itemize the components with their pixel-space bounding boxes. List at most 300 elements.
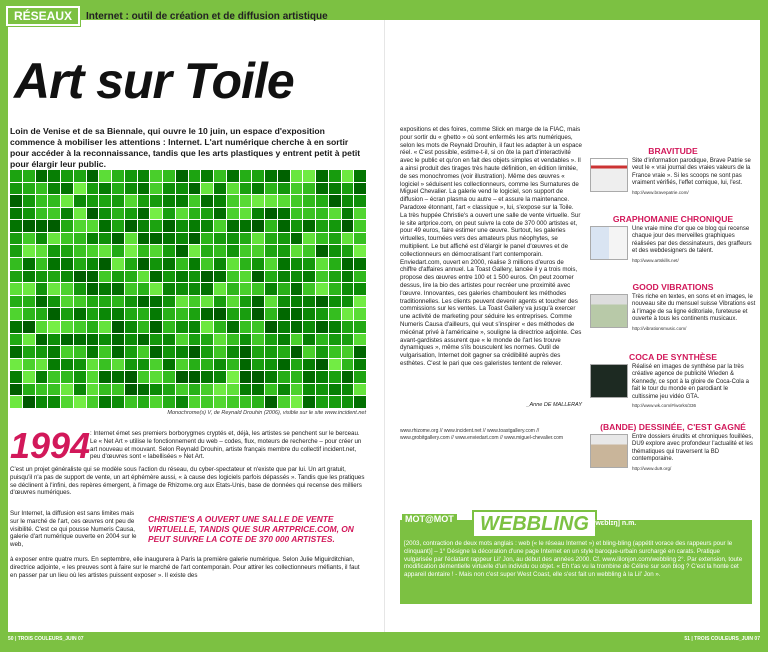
mosaic-tile <box>342 170 354 182</box>
mosaic-tile <box>354 384 366 396</box>
mosaic-tile <box>354 396 366 408</box>
body-paragraph-3: Sur Internet, la diffusion est sans limites mais sur le marché de l'art, ces œuvres ont peu de visibilité. C'est ce qui pousse Numeris Causa, galerie d'art numérique ouverte en 2004 sur le web, <box>10 510 137 549</box>
article-title: Art sur Toile <box>14 53 294 109</box>
mosaic-tile <box>265 245 277 257</box>
mosaic-tile <box>214 208 226 220</box>
mosaic-tile <box>87 396 99 408</box>
mosaic-tile <box>74 208 86 220</box>
mosaic-tile <box>252 195 264 207</box>
mosaic-tile <box>265 359 277 371</box>
mosaic-tile <box>138 220 150 232</box>
mosaic-tile <box>150 321 162 333</box>
mosaic-tile <box>291 195 303 207</box>
mosaic-tile <box>23 233 35 245</box>
mosaic-tile <box>291 296 303 308</box>
mosaic-tile <box>354 321 366 333</box>
mosaic-tile <box>163 296 175 308</box>
mosaic-tile <box>291 334 303 346</box>
mosaic-tile <box>23 271 35 283</box>
mosaic-tile <box>189 258 201 270</box>
mosaic-tile <box>125 396 137 408</box>
sidebar-text: Très riche en textes, en sons et en images, le nouveau site du mensuel suisse Vibrations est à l'image de sa ligne éditoriale, fureteuse et ouverte à tous les continents musicaux. <box>632 294 756 323</box>
image-caption: Monochrome(s) V, de Reynald Drouhin (2006), visible sur le site www.incident.net <box>167 410 366 416</box>
mosaic-tile <box>316 271 328 283</box>
mosaic-tile <box>74 384 86 396</box>
mosaic-tile <box>329 245 341 257</box>
mosaic-tile <box>125 271 137 283</box>
mosaic-tile <box>36 195 48 207</box>
mosaic-tile <box>291 245 303 257</box>
mosaic-tile <box>227 359 239 371</box>
mosaic-tile <box>150 208 162 220</box>
mosaic-tile <box>150 384 162 396</box>
mosaic-tile <box>125 371 137 383</box>
mosaic-tile <box>48 258 60 270</box>
mosaic-tile <box>163 283 175 295</box>
mosaic-tile <box>112 359 124 371</box>
mosaic-tile <box>227 195 239 207</box>
mosaic-tile <box>252 170 264 182</box>
mosaic-tile <box>74 296 86 308</box>
mosaic-tile <box>265 220 277 232</box>
mosaic-tile <box>87 384 99 396</box>
mosaic-tile <box>36 258 48 270</box>
sidebar-text: Site d'information parodique, Brave Patrie se veut le « vrai journal des vraies valeurs de la France vraie ». Si les scoops ne sont pas vraiment vérifiés, l'effet comique, lui, l'est. <box>632 158 751 187</box>
mosaic-tile <box>61 220 73 232</box>
mosaic-tile <box>36 334 48 346</box>
mosaic-tile <box>74 170 86 182</box>
mosaic-tile <box>201 308 213 320</box>
mosaic-tile <box>227 334 239 346</box>
mosaic-tile <box>214 245 226 257</box>
mosaic-tile <box>329 321 341 333</box>
mosaic-tile <box>354 245 366 257</box>
author-signature: _Anne DE MALLERAY <box>526 402 582 408</box>
mosaic-tile <box>176 271 188 283</box>
mosaic-tile <box>99 271 111 283</box>
mosaic-tile <box>240 384 252 396</box>
sidebar-url[interactable]: http://www.du9.org/ <box>632 465 672 471</box>
sidebar-item-graphomanie <box>590 214 756 264</box>
mosaic-tile <box>252 220 264 232</box>
sidebar-title: COCA DE SYNTHÈSE <box>628 352 718 362</box>
mosaic-tile <box>303 245 315 257</box>
mosaic-tile <box>354 271 366 283</box>
mosaic-tile <box>354 183 366 195</box>
mosaic-tile <box>10 208 22 220</box>
mosaic-tile <box>265 258 277 270</box>
mosaic-tile <box>10 233 22 245</box>
mosaic-tile <box>176 296 188 308</box>
mosaic-tile <box>214 195 226 207</box>
mosaic-tile <box>227 346 239 358</box>
mosaic-tile <box>176 334 188 346</box>
mosaic-tile <box>278 245 290 257</box>
body-column-2: expositions et des foires, comme Slick en marge de la FIAC, mais pour sortir du « ghetto » où sont enfermés les arts numériques, selon les mots de Reynald Drouhin, il faut les adapter à un espace réel. « C'est possible, estime-t-il, si on ôte la part d'interactivité avec le public et qu'on en fait des objets simples et vendables ». Il a ainsi produit des tirages très haute définition, en édition limitée, de ses monochromes (voir illustration). Même des œuvres « logiciel » séduisent les collectionneurs, comme les Surnatures de Miguel Chevalier. La galerie vend le logiciel, son support de diffusion – écran plasma ou autre – et assure la maintenance. Paradoxe étonnant, l'art « classique », lui, s'expose sur la Toile. La très huppée Christie's a ouvert une salle de vente virtuelle. Sur le site artprice.com, on peut suivre la cote de 370 000 artistes et, pour 49 euros, faire estimer une œuvre. Surtout, les galeries virtuelles, tournées vers des amateurs plus néophytes, se multiplient. Le but affiché est d'élargir le panel d'œuvres et de collectionneurs en démocratisant l'art contemporain. Enviedart.com, ouvert en 2000, réalise 3 millions d'euros de chiffre d'affaires annuel. La Toast Gallery, lancée il y a trois mois, propose des œuvres entre 100 et 1 500 euros. On peut zoomer dessus, lire la bio des artistes pour recréer une proximité avec l'œuvre. Innovantes, ces galeries chamboulent les méthodes traditionnelles. Les clients peuvent devenir agents et toucher des commissions sur les ventes. La Toast Gallery va jusqu'à exercer une activité de marketing pour séduire les entreprises. Comme Numeris Causa d'ailleurs, qui veut s'inspirer « des méthodes de mécénat privé à l'américaine », souligne la directrice adjointe. Ces avant-gardistes assurent que « le monde de l'art les trouve dynamiques », même s'ils bousculent les normes. Outil de vulgarisation, Internet doit gagner sa crédibilité auprès des esthètes. C'est le pari que ces galeristes tentent de relever. <box>400 126 582 367</box>
mosaic-tile <box>99 334 111 346</box>
mosaic-tile <box>61 371 73 383</box>
mosaic-tile <box>61 233 73 245</box>
mosaic-tile <box>329 183 341 195</box>
mosaic-tile <box>278 183 290 195</box>
sidebar-url[interactable]: http://vibrationsmusic.com/ <box>632 325 687 331</box>
mosaic-tile <box>87 346 99 358</box>
mosaic-tile <box>316 245 328 257</box>
mosaic-tile <box>150 396 162 408</box>
sidebar-text: Réalisé en images de synthèse par la très créative agence de publicité Wieden & Kennedy, ce spot à la gloire de Coca-Cola a fait le tour du monde en parodiant le cultissime jeu vidéo GTA. <box>632 364 749 400</box>
mosaic-tile <box>214 371 226 383</box>
mosaic-tile <box>240 396 252 408</box>
mosaic-tile <box>10 371 22 383</box>
mosaic-tile <box>61 359 73 371</box>
mosaic-tile <box>329 233 341 245</box>
mosaic-tile <box>189 283 201 295</box>
mosaic-tile <box>150 183 162 195</box>
mosaic-tile <box>138 334 150 346</box>
mosaic-tile <box>10 334 22 346</box>
mosaic-tile <box>163 220 175 232</box>
mosaic-tile <box>214 334 226 346</box>
mosaic-tile <box>99 208 111 220</box>
mosaic-tile <box>303 208 315 220</box>
mosaic-tile <box>303 183 315 195</box>
mosaic-tile <box>150 245 162 257</box>
mosaic-tile <box>291 283 303 295</box>
mosaic-tile <box>291 170 303 182</box>
mosaic-tile <box>10 283 22 295</box>
mosaic-tile <box>150 170 162 182</box>
mosaic-tile <box>74 258 86 270</box>
mosaic-tile <box>342 321 354 333</box>
mosaic-tile <box>87 170 99 182</box>
mosaic-tile <box>10 271 22 283</box>
sidebar-item-coca <box>590 352 756 409</box>
mosaic-tile <box>265 233 277 245</box>
mosaic-tile <box>138 258 150 270</box>
mosaic-tile <box>214 384 226 396</box>
body-paragraph-1: : Internet émet ses premiers borborygmes cryptés et, déjà, les artistes se penchent sur le berceau. Le « Net Art » utilise le fonctionnement du web – codes, flux, moteurs de recherche – pour créer un art nouveau et mouvant. Selon Reynald Drouhin, artiste français membre du collectif incident.net, peu d'œuvres sont « labellisées » Net Art. <box>90 430 362 461</box>
mosaic-tile <box>74 220 86 232</box>
mosaic-tile <box>252 334 264 346</box>
mosaic-tile <box>265 195 277 207</box>
mosaic-tile <box>240 321 252 333</box>
mosaic-tile <box>214 233 226 245</box>
mosaic-tile <box>189 208 201 220</box>
mosaic-tile <box>138 271 150 283</box>
sidebar-item-bravitude <box>590 146 756 196</box>
mosaic-tile <box>10 396 22 408</box>
mosaic-tile <box>329 384 341 396</box>
mosaic-tile <box>112 371 124 383</box>
mosaic-tile <box>201 396 213 408</box>
mosaic-tile <box>61 183 73 195</box>
mosaic-tile <box>240 220 252 232</box>
mosaic-tile <box>150 371 162 383</box>
defined-word: WEBBLING <box>472 510 597 538</box>
mosaic-tile <box>150 258 162 270</box>
mosaic-tile <box>303 296 315 308</box>
mosaic-tile <box>189 396 201 408</box>
mosaic-tile <box>189 220 201 232</box>
mosaic-tile <box>227 170 239 182</box>
mosaic-tile <box>354 283 366 295</box>
mosaic-tile <box>303 334 315 346</box>
mosaic-tile <box>201 183 213 195</box>
mosaic-tile <box>354 170 366 182</box>
mosaic-tile <box>87 359 99 371</box>
mosaic-tile <box>74 233 86 245</box>
mosaic-tile <box>278 396 290 408</box>
mosaic-tile <box>112 396 124 408</box>
mosaic-tile <box>354 233 366 245</box>
mosaic-tile <box>201 296 213 308</box>
mosaic-tile <box>125 283 137 295</box>
mosaic-tile <box>303 321 315 333</box>
year-dropcap: 1994 <box>10 425 91 466</box>
mosaic-tile <box>354 346 366 358</box>
mosaic-tile <box>163 208 175 220</box>
mosaic-tile <box>316 258 328 270</box>
mosaic-tile <box>61 245 73 257</box>
mosaic-tile <box>138 208 150 220</box>
mosaic-tile <box>74 321 86 333</box>
mosaic-tile <box>316 371 328 383</box>
mosaic-tile <box>176 346 188 358</box>
mosaic-tile <box>176 233 188 245</box>
mosaic-tile <box>265 321 277 333</box>
mosaic-tile <box>87 308 99 320</box>
mosaic-tile <box>36 283 48 295</box>
mosaic-tile <box>61 170 73 182</box>
mosaic-tile <box>176 308 188 320</box>
mosaic-tile <box>316 308 328 320</box>
mosaic-tile <box>23 183 35 195</box>
mosaic-tile <box>125 308 137 320</box>
mosaic-tile <box>48 321 60 333</box>
mosaic-tile <box>163 346 175 358</box>
mosaic-tile <box>23 346 35 358</box>
video-thumbnail <box>590 364 628 398</box>
website-thumbnail <box>590 158 628 192</box>
mosaic-tile <box>278 384 290 396</box>
footer-left: 50 | TROIS COULEURS_JUIN 07 <box>8 636 84 642</box>
mosaic-tile <box>99 220 111 232</box>
mosaic-tile <box>214 258 226 270</box>
mosaic-tile <box>278 220 290 232</box>
mosaic-tile <box>99 233 111 245</box>
mosaic-tile <box>189 371 201 383</box>
mosaic-tile <box>227 271 239 283</box>
sidebar-url[interactable]: http://www.wk.com/#/works/336 <box>632 403 697 409</box>
mosaic-tile <box>329 346 341 358</box>
mosaic-tile <box>48 183 60 195</box>
mosaic-tile <box>201 371 213 383</box>
sidebar-text: Une vraie mine d'or que ce blog qui recense chaque jour des merveilles graphiques réalisées par des dessinateurs, des graffeurs et des webdesigners de talent. <box>632 226 752 255</box>
mosaic-tile <box>74 359 86 371</box>
mosaic-tile <box>36 296 48 308</box>
mosaic-tile <box>201 220 213 232</box>
mosaic-tile <box>74 346 86 358</box>
mosaic-tile <box>125 359 137 371</box>
mosaic-tile <box>99 195 111 207</box>
mosaic-tile <box>201 233 213 245</box>
mosaic-tile <box>227 308 239 320</box>
mosaic-tile <box>23 245 35 257</box>
mosaic-tile <box>342 346 354 358</box>
mosaic-tile <box>87 245 99 257</box>
mosaic-tile <box>240 346 252 358</box>
sidebar-url[interactable]: http://www.bravepatrie.com/ <box>632 189 689 195</box>
mosaic-tile <box>189 296 201 308</box>
mosaic-tile <box>252 183 264 195</box>
mosaic-tile <box>342 245 354 257</box>
mosaic-tile <box>291 183 303 195</box>
mosaic-tile <box>265 271 277 283</box>
mosaic-tile <box>125 258 137 270</box>
mosaic-tile <box>138 359 150 371</box>
mosaic-tile <box>342 195 354 207</box>
mosaic-tile <box>303 384 315 396</box>
mosaic-tile <box>265 308 277 320</box>
mosaic-tile <box>342 220 354 232</box>
sidebar-title: (BANDE) DESSINÉE, C'EST GAGNÉ <box>600 422 746 432</box>
mosaic-tile <box>36 220 48 232</box>
mosaic-tile <box>61 384 73 396</box>
mosaic-tile <box>48 170 60 182</box>
mosaic-tile <box>138 308 150 320</box>
mosaic-tile <box>10 245 22 257</box>
mosaic-tile <box>23 220 35 232</box>
mosaic-tile <box>10 258 22 270</box>
mosaic-tile <box>176 183 188 195</box>
mosaic-tile <box>61 321 73 333</box>
mosaic-tile <box>138 396 150 408</box>
mosaic-tile <box>138 170 150 182</box>
mosaic-tile <box>10 346 22 358</box>
mosaic-tile <box>240 245 252 257</box>
mosaic-tile <box>342 371 354 383</box>
mosaic-tile <box>227 384 239 396</box>
sidebar-title: BRAVITUDE <box>648 146 698 156</box>
mosaic-tile <box>61 334 73 346</box>
mosaic-tile <box>125 183 137 195</box>
mosaic-tile <box>329 220 341 232</box>
mosaic-tile <box>125 220 137 232</box>
mosaic-tile <box>87 296 99 308</box>
mosaic-tile <box>74 245 86 257</box>
mosaic-tile <box>240 170 252 182</box>
mosaic-tile <box>125 346 137 358</box>
mosaic-tile <box>303 195 315 207</box>
mosaic-tile <box>61 308 73 320</box>
definition: [2003, contraction de deux mots anglais : web (« le réseau Internet ») et bling-bling (appétit vorace des rappeurs pour le clinquant)] – 1° Désigne la décoration d'une page Internet en un style baroque-urbain surchargé en carats. Pratique vulgarisée par l'éclatant rappeur Lil' Jon, au début des années 2000. Cf. www.lilonjon.com/webbling 2°. Par extension, toute modification démentielle virtuelle d'un individu ou objet. « Eh t'as vu la trombine de Céline sur son blog ? C'est la honte cet appareil dentaire ! - Mais non c'est super West Coast, elle s'est fait un webbling à la Lil' Jon ». <box>404 540 743 579</box>
mosaic-tile <box>48 296 60 308</box>
mosaic-tile <box>125 233 137 245</box>
mosaic-tile <box>150 346 162 358</box>
mosaic-tile <box>87 220 99 232</box>
mosaic-tile <box>316 346 328 358</box>
mosaic-tile <box>354 308 366 320</box>
mosaic-tile <box>214 271 226 283</box>
mosaic-tile <box>112 308 124 320</box>
section-subtitle: Internet : outil de création et de diffusion artistique <box>86 10 328 22</box>
mosaic-tile <box>227 296 239 308</box>
mosaic-tile <box>329 170 341 182</box>
mosaic-tile <box>252 359 264 371</box>
mosaic-tile <box>99 245 111 257</box>
mosaic-tile <box>278 283 290 295</box>
mosaic-tile <box>342 396 354 408</box>
mosaic-tile <box>303 258 315 270</box>
mosaic-tile <box>99 296 111 308</box>
mosaic-tile <box>74 308 86 320</box>
mosaic-tile <box>252 208 264 220</box>
mosaic-tile <box>112 258 124 270</box>
mosaic-tile <box>23 334 35 346</box>
mosaic-tile <box>214 183 226 195</box>
mosaic-tile <box>112 321 124 333</box>
section-header <box>6 6 328 26</box>
mosaic-tile <box>278 195 290 207</box>
mosaic-tile <box>74 271 86 283</box>
mosaic-tile <box>214 170 226 182</box>
mosaic-tile <box>112 346 124 358</box>
mosaic-tile <box>291 321 303 333</box>
mosaic-tile <box>99 321 111 333</box>
mosaic-tile <box>36 346 48 358</box>
mosaic-tile <box>163 396 175 408</box>
mosaic-tile <box>189 308 201 320</box>
website-thumbnail <box>590 294 628 328</box>
mosaic-tile <box>240 371 252 383</box>
mosaic-tile <box>61 346 73 358</box>
mosaic-tile <box>342 233 354 245</box>
sidebar-title: GOOD VIBRATIONS <box>632 282 714 292</box>
mosaic-tile <box>125 384 137 396</box>
mosaic-tile <box>74 334 86 346</box>
mosaic-tile <box>291 359 303 371</box>
mosaic-tile <box>10 183 22 195</box>
mosaic-tile <box>36 359 48 371</box>
mosaic-tile <box>278 233 290 245</box>
mosaic-tile <box>278 346 290 358</box>
mosaic-tile <box>278 258 290 270</box>
mosaic-tile <box>36 321 48 333</box>
mosaic-tile <box>291 396 303 408</box>
mosaic-tile <box>87 233 99 245</box>
mosaic-tile <box>252 384 264 396</box>
mosaic-tile <box>138 296 150 308</box>
mosaic-tile <box>87 283 99 295</box>
mosaic-tile <box>189 346 201 358</box>
mosaic-tile <box>201 283 213 295</box>
sidebar-url[interactable]: http://www.artskills.net/ <box>632 257 679 263</box>
mosaic-tile <box>138 233 150 245</box>
mosaic-tile <box>23 170 35 182</box>
mosaic-tile <box>87 258 99 270</box>
mosaic-tile <box>163 233 175 245</box>
mosaic-tile <box>176 321 188 333</box>
mosaic-tile <box>342 308 354 320</box>
mosaic-tile <box>278 271 290 283</box>
mosaic-tile <box>48 396 60 408</box>
mosaic-tile <box>316 170 328 182</box>
mosaic-tile <box>138 195 150 207</box>
mosaic-tile <box>303 396 315 408</box>
mosaic-tile <box>36 208 48 220</box>
mosaic-tile <box>252 233 264 245</box>
mosaic-tile <box>189 321 201 333</box>
